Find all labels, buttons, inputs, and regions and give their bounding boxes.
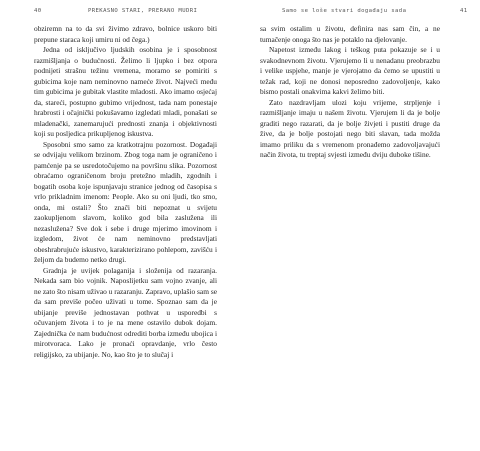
- paragraph: Zato nazdravljam ulozi koju vrijeme, strpljenje i razmišljanje imaju u našem životu. Vjerujem li da je bolje graditi nego razarati, da je bolje živjeti i pustiti druge da žive, da je bolje postojati nego biti slavan, tada možda imamo priliku da s vremenom pronađemo zadovoljavajući način života, tu treptaj svjesti između dviju duboke tišine.: [260, 97, 440, 159]
- left-page-number: 40: [34, 8, 42, 14]
- paragraph: sa svim ostalim u životu, definira nas sam čin, a ne tumačenje onoga što nas je potaklo na djelovanje.: [260, 24, 440, 44]
- right-page-number: 41: [460, 8, 468, 14]
- right-page-text: [260, 24, 440, 161]
- paragraph: obziremn na to da svi živimo zdravo, bolnice uskoro biti prepune staraca koji umiru ni od čega.): [34, 24, 217, 44]
- paragraph: Gradnja je uvijek polaganija i složenija od razaranja. Nekada sam bio vojnik. Naposlijetku sam vojno zvanje, ali ne zato što nisam uživao u razaranju. Zapravo, uplašio sam se da sam previše počeo uživati u tome. Spoznao sam da je ubijanje previše jednostavan pothvat u usporedbi s očuvanjem života i to je na mene ostavilo dubok dojam. Zajednička će nam budućnost odrediti borba između ubojica i mirotvoraca. Lako je pronaći opravdanje, vrlo često religijsko, za ubijanje. No, kao što je to slučaj i: [34, 265, 217, 359]
- left-page-header: [0, 8, 240, 20]
- right-page-header: [244, 8, 480, 20]
- left-running-head: PREKASNO STARI, PRERANO MUDRI: [88, 8, 198, 14]
- paragraph: Jedna od isključivo ljudskih osobina je i sposobnost razmišljanja o budućnosti. Želimo li ljupko i bez otpora podnijeti strašnu težinu vremena, moramo se pomiriti s gubicima koje nam neminovno nameće život. Najveći među tim gubicima je gubitak vlastite mladosti. Ako imamo osjećaj da, stareći, postupno gubimo vrijednost, tada nam ponestaje hrabrosti i očajnički pokušavamo izgledati mladi, ponašati se mladenački, zanemarujući prednosti znanja i objektivnosti koji su posljedica prikupljenog iskustva.: [34, 45, 217, 138]
- paragraph: Sposobni smo samo za kratkotrajnu pozornost. Događaji se odvijaju velikom brzinom. Zbog toga nam je ograničeno i pamćenje pa se usredotočujemo na površinu slika. Pozornost obraćamo ograničenom broju pretežno mladih, zgodnih i bogatih osoba koje ispunjavaju stranice jednog od časopisa s vrlo prikladnim imenom: People. Ako su oni ljudi, tko smo, onda, mi ostali? Što znači biti nepoznat u svijetu zaokupljenom slavom, koliko god bila zaslužena ili nezaslužena? Sve dok i sebe i druge mjerimo imovinom i izgledom, život će nam neminovno predstavljati obeshrabrujuće iskustvo, karakterizirano pohlepom, zavišću i željom da budemo netko drugi.: [34, 139, 217, 264]
- paragraph: Napetost između lakog i teškog puta pokazuje se i u svakodnevnom životu. Vjerujemo li u nenadanu preobrazbu i velike uspjehe, manje je vjerojatno da ćemo se upustiti u težak rad, koji ne donosi neposredno zadovoljenje, kako bismo postali onakvima kakvi želimo biti.: [260, 45, 440, 96]
- left-page-text: [34, 24, 217, 360]
- right-running-head: Samo se loše stvari događaju sada: [282, 8, 407, 14]
